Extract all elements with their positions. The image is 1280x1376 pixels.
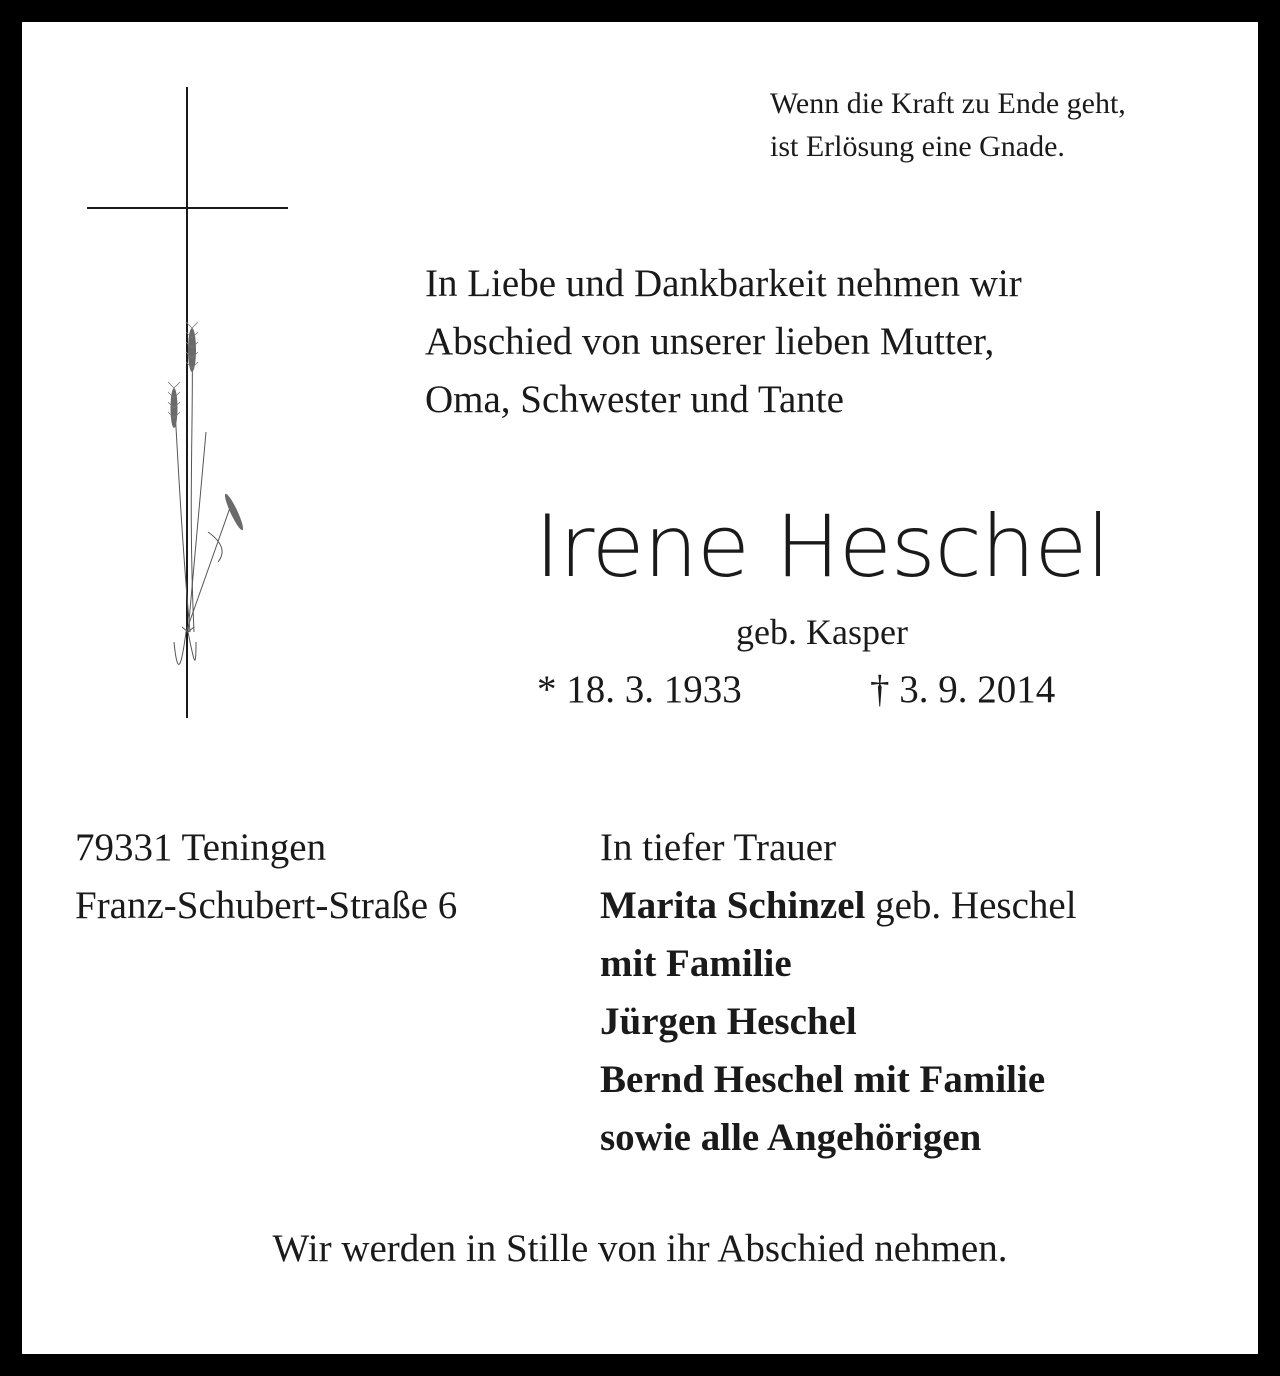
address-street: Franz-Schubert-Straße 6 — [75, 884, 458, 927]
closing-line: Wir werden in Stille von ihr Abschied nehmen. — [272, 1227, 1008, 1270]
obituary-card — [22, 22, 1258, 1354]
intro-line-2: Abschied von unserer lieben Mutter, — [425, 320, 995, 363]
intro-text — [425, 255, 1022, 429]
motto-line-2: ist Erlösung eine Gnade. — [770, 130, 1065, 163]
mourner-2: Jürgen Heschel — [600, 1000, 857, 1043]
address-city: 79331 Teningen — [75, 826, 327, 869]
intro-line-1: In Liebe und Dankbarkeit nehmen wir — [425, 262, 1022, 305]
mourner-1 — [600, 877, 1077, 935]
motto-line-1: Wenn die Kraft zu Ende geht, — [770, 87, 1126, 120]
motto-verse — [770, 82, 1126, 168]
maiden-name: geb. Kasper — [736, 612, 908, 652]
birth-date: * 18. 3. 1933 — [537, 668, 742, 711]
mourners-list — [600, 819, 1077, 1167]
mourner-address — [75, 819, 457, 935]
deceased-name: Irene Heschel — [534, 497, 1110, 597]
mourner-1-suffix: geb. Heschel — [865, 884, 1077, 927]
death-date: † 3. 9. 2014 — [870, 668, 1056, 711]
mourner-1-family: mit Familie — [600, 942, 792, 985]
mourner-3: Bernd Heschel mit Familie — [600, 1058, 1046, 1101]
mourners-others: sowie alle Angehörigen — [600, 1116, 982, 1159]
mourner-1-name: Marita Schinzel — [600, 884, 866, 927]
mourners-heading: In tiefer Trauer — [600, 826, 837, 869]
intro-line-3: Oma, Schwester und Tante — [425, 378, 844, 421]
cross-with-wheat-icon — [82, 82, 302, 722]
